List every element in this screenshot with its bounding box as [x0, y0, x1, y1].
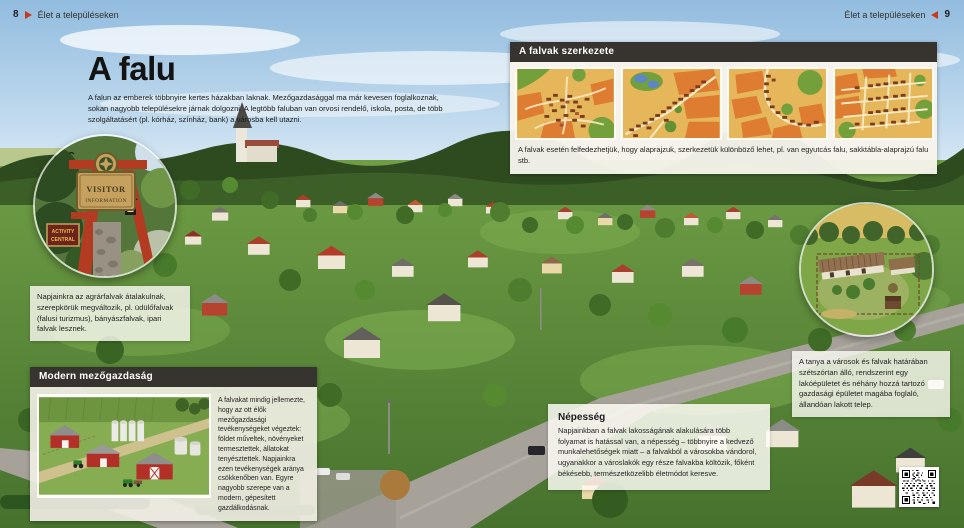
village-structure-box — [510, 42, 937, 174]
population-title: Népesség — [558, 412, 606, 423]
visitor-sign-line2: INFORMATION — [85, 198, 127, 204]
activity-sign-line2: CENTRAL — [51, 237, 75, 243]
population-box — [548, 404, 770, 490]
modern-agriculture-box — [30, 367, 317, 521]
intro-paragraph: A falun az emberek többnyire kertes házakban laknak. Mezőgazdasággal ma már kevesen foglalkoznak, sokan nagyobb településekre járnak dolgozni. A legtöbb faluban van orvosi rendelő, iskola, posta, de több szolgáltatásért (pl. kórház, színház, bank) a városba kell utazni. — [88, 92, 443, 124]
activity-sign-line1: ACTIVITY — [51, 229, 75, 235]
qr-code — [899, 467, 939, 507]
modern-agriculture-text: A falvakat mindig jellemezte, hogy az ott élők mezőgazdasági tevékenységeket végeztek: földet műveltek, növényeket termesztettek, állatokat tenyésztettek. Napjainkra ezen tevékenységek aránya csökkenőben van. Egyre nagyobb szerepe van a modern, gépesített gazdálkodásnak. — [218, 397, 305, 512]
modern-farm-illustration — [37, 394, 211, 498]
page-title: A falu — [88, 50, 176, 88]
right-section-title: Élet a településeken — [844, 9, 926, 20]
left-section-title: Élet a településeken — [37, 9, 119, 20]
one-street-village-map — [621, 67, 722, 140]
agrar-villages-note: Napjainkra az agrárfalvak átalakulnak, szerepkörük megváltozik, pl. üdülőfalvak (falusi turizmus), bányászfalvak, ipari falvak lesznek. — [30, 286, 190, 341]
right-page-header — [844, 9, 950, 20]
right-triangle-icon — [25, 11, 32, 19]
right-page-number: 9 — [944, 9, 950, 20]
village-structure-box-title: A falvak szerkezete — [510, 42, 937, 62]
population-text: Napjainkban a falvak lakosságának alakulására több folyamat is hatással van, a népesség – többnyire a kedvező munkalehetőségek miatt – a falvakból a városokba vándorol, ugyanakkor a városlakók egy része falvakba költözik, főként békésebb, természetközelibb életmódot keresve. — [558, 426, 757, 478]
visitor-information-photo — [33, 134, 177, 278]
crescent-village-map — [727, 67, 828, 140]
modern-agriculture-title: Modern mezőgazdaság — [30, 367, 317, 387]
clustered-village-map — [515, 67, 616, 140]
visitor-sign-line1: VISITOR — [86, 184, 126, 194]
chessboard-village-map — [833, 67, 934, 140]
tanya-photo — [799, 202, 934, 337]
village-structure-maps — [510, 62, 937, 140]
left-triangle-icon — [931, 11, 938, 19]
left-page-number: 8 — [13, 9, 19, 20]
tanya-note: A tanya a városok és falvak határában szétszórtan álló, rendszerint egy lakóépületet és néhány hozzá tartozó gazdasági épületet magába foglaló, állandóan lakott telep. — [792, 351, 950, 417]
village-structure-caption: A falvak esetén felfedezhetjük, hogy alaprajzuk, szerkezetük különböző lehet, pl. van egyutcás falu, sakktábla-alaprajzú falu stb. — [510, 140, 937, 174]
left-page-header — [13, 9, 119, 20]
